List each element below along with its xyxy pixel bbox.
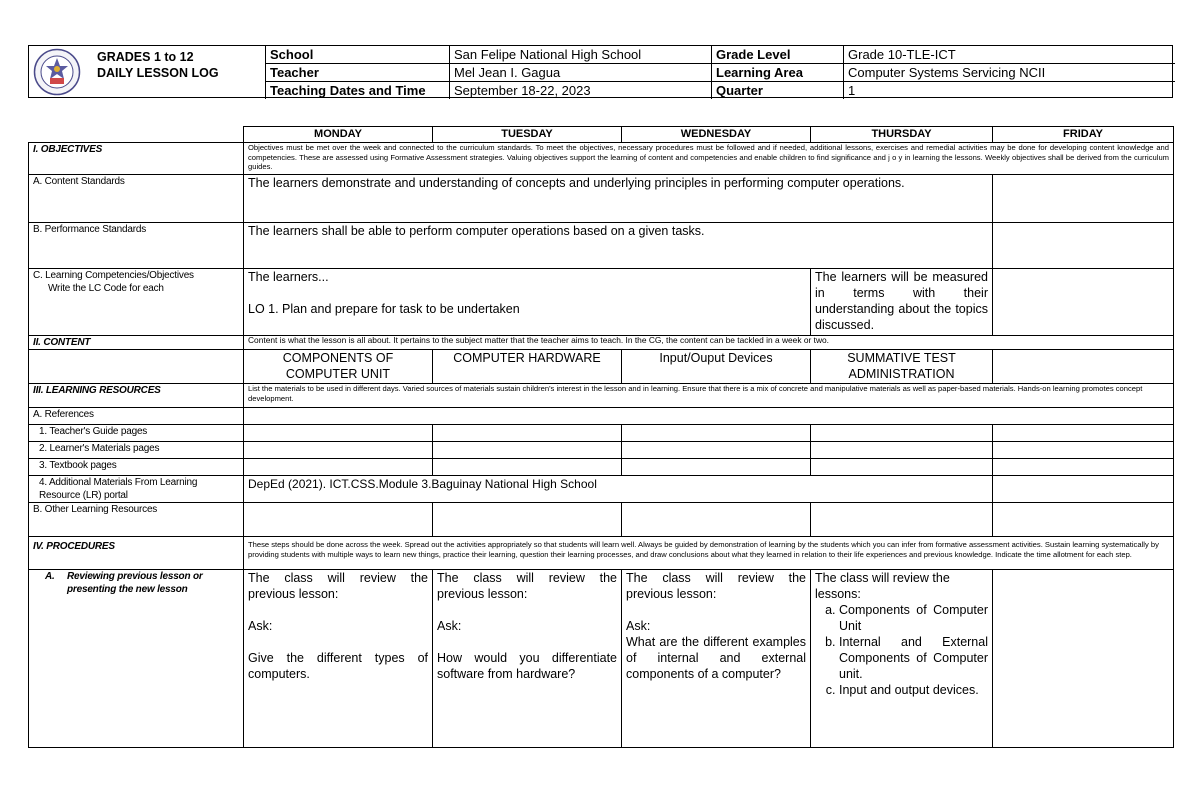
content-row xyxy=(29,336,1174,350)
competencies-label-sub: Write the LC Code for each xyxy=(48,283,164,294)
competencies-friday xyxy=(993,269,1174,336)
content-standards-row xyxy=(29,175,1174,223)
performance-standards-friday xyxy=(993,223,1174,269)
deped-seal-icon xyxy=(33,48,81,96)
competencies-line2: LO 1. Plan and prepare for task to be undertaken xyxy=(248,302,520,316)
review-monday-ask: Ask: xyxy=(248,619,273,633)
teaching-dates-label: Teaching Dates and Time xyxy=(266,82,450,100)
tg-wednesday xyxy=(622,425,811,442)
lr-portal-label: 4. Additional Materials From Learning Resource (LR) portal xyxy=(29,476,244,503)
teacher-value: Mel Jean I. Gagua xyxy=(450,64,712,82)
resources-row xyxy=(29,384,1174,408)
lr-portal-row xyxy=(29,476,1174,503)
or-thursday xyxy=(811,503,993,537)
performance-standards-label: B. Performance Standards xyxy=(29,223,244,269)
topic-monday: COMPONENTS OF COMPUTER UNIT xyxy=(244,350,433,384)
lr-portal-text: DepEd (2021). ICT.CSS.Module 3.Baguinay National High School xyxy=(244,476,993,503)
lm-friday xyxy=(993,442,1174,459)
objectives-note: Objectives must be met over the week and connected to the curriculum standards. To meet the objectives, necessary procedures must be followed and if needed, additional lessons, exercises and remedial activities may be done for developing content knowledge and competencies. These are assessed using Formative Assessment strategies. Valuing objectives support the learning of content and competencies and enable children to find significance and j o y in learning the lessons. Weekly objectives shall be derived from the curriculum guides. xyxy=(244,143,1174,175)
teachers-guide-row xyxy=(29,425,1174,442)
references-cell xyxy=(244,408,1174,425)
day-thursday: THURSDAY xyxy=(811,127,993,143)
tg-friday xyxy=(993,425,1174,442)
learners-materials-label: 2. Learner's Materials pages xyxy=(29,442,244,459)
content-standards-friday xyxy=(993,175,1174,223)
review-thursday-intro: The class will review the lessons: xyxy=(815,571,950,601)
blank-corner xyxy=(29,127,244,143)
competencies-thursday: The learners will be measured in terms with their understanding about the topics discussed. xyxy=(811,269,993,336)
review-monday-intro: The class will review the previous lesson: xyxy=(248,571,428,601)
references-row xyxy=(29,408,1174,425)
learning-area-label: Learning Area xyxy=(712,64,844,82)
review-lesson-text: Reviewing previous lesson or presenting the new lesson xyxy=(67,571,203,595)
list-item: b. Internal and External Components of Computer unit. xyxy=(839,634,988,682)
performance-standards-row xyxy=(29,223,1174,269)
review-wednesday xyxy=(622,570,811,748)
objectives-row xyxy=(29,143,1174,175)
review-tuesday xyxy=(433,570,622,748)
review-lesson-letter: A. xyxy=(45,571,55,582)
review-monday xyxy=(244,570,433,748)
competencies-row xyxy=(29,269,1174,336)
lm-tuesday xyxy=(433,442,622,459)
lr-friday xyxy=(993,476,1174,503)
content-topics-blank xyxy=(29,350,244,384)
topic-wednesday: Input/Ouput Devices xyxy=(622,350,811,384)
performance-standards-text: The learners shall be able to perform computer operations based on a given tasks. xyxy=(244,223,993,269)
resources-label: III. LEARNING RESOURCES xyxy=(29,384,244,408)
competencies-text xyxy=(244,269,811,336)
grade-level-label: Grade Level xyxy=(712,46,844,64)
textbook-label: 3. Textbook pages xyxy=(29,459,244,476)
content-standards-text: The learners demonstrate and understanding of concepts and underlying principles in performing computer operations. xyxy=(244,175,993,223)
review-lesson-label xyxy=(29,570,244,748)
procedures-label: IV. PROCEDURES xyxy=(29,537,244,570)
references-label: A. References xyxy=(29,408,244,425)
quarter-value: 1 xyxy=(844,82,1175,100)
tg-tuesday xyxy=(433,425,622,442)
day-monday: MONDAY xyxy=(244,127,433,143)
review-tuesday-ask: Ask: xyxy=(437,619,462,633)
lesson-log-table xyxy=(28,126,1174,748)
header-info-grid xyxy=(265,46,1175,99)
procedures-row xyxy=(29,537,1174,570)
or-tuesday xyxy=(433,503,622,537)
tb-thursday xyxy=(811,459,993,476)
topic-thursday: SUMMATIVE TEST ADMINISTRATION xyxy=(811,350,993,384)
quarter-label: Quarter xyxy=(712,82,844,100)
content-label: II. CONTENT xyxy=(29,336,244,350)
tg-monday xyxy=(244,425,433,442)
topic-friday xyxy=(993,350,1174,384)
tb-wednesday xyxy=(622,459,811,476)
competencies-label xyxy=(29,269,244,336)
tb-tuesday xyxy=(433,459,622,476)
log-title xyxy=(97,49,219,81)
list-item: a. Components of Computer Unit xyxy=(839,602,988,634)
review-wednesday-intro: The class will review the previous lesson: xyxy=(626,571,806,601)
other-resources-row xyxy=(29,503,1174,537)
tg-thursday xyxy=(811,425,993,442)
review-tuesday-question: How would you differentiate software from hardware? xyxy=(437,651,617,681)
procedures-note: These steps should be done across the week. Spread out the activities appropriately so that students will learn well. Always be guided by demonstration of learning by the students which you can infer from formative assessment activities. Sustain learning systematically by providing students with multiple ways to learn new things, practice their learning, question their learning processes, and draw conclusions about what they learned in relation to their life experiences and previous knowledge. Indicate the time allotment for each step. xyxy=(244,537,1174,570)
tb-friday xyxy=(993,459,1174,476)
resources-note: List the materials to be used in different days. Varied sources of materials sustain children's interest in the lesson and in learning. Ensure that there is a mix of concrete and manipulative materials as well as paper-based materials. Hands-on learning promotes concept development. xyxy=(244,384,1174,408)
teachers-guide-label: 1. Teacher's Guide pages xyxy=(29,425,244,442)
learners-materials-row xyxy=(29,442,1174,459)
review-lesson-row xyxy=(29,570,1174,748)
school-label: School xyxy=(266,46,450,64)
or-monday xyxy=(244,503,433,537)
learning-area-value: Computer Systems Servicing NCII xyxy=(844,64,1175,82)
grade-level-value: Grade 10-TLE-ICT xyxy=(844,46,1175,64)
day-header-row xyxy=(29,127,1174,143)
or-friday xyxy=(993,503,1174,537)
log-title-line1: GRADES 1 to 12 xyxy=(97,50,194,64)
lm-monday xyxy=(244,442,433,459)
content-topics-row xyxy=(29,350,1174,384)
review-monday-question: Give the different types of computers. xyxy=(248,651,428,681)
competencies-label-main: C. Learning Competencies/Objectives xyxy=(33,270,194,281)
content-note: Content is what the lesson is all about. It pertains to the subject matter that the teacher aims to teach. In the CG, the content can be tackled in a week or two. xyxy=(244,336,1174,350)
day-wednesday: WEDNESDAY xyxy=(622,127,811,143)
log-title-line2: DAILY LESSON LOG xyxy=(97,66,219,80)
day-friday: FRIDAY xyxy=(993,127,1174,143)
or-wednesday xyxy=(622,503,811,537)
objectives-label: I. OBJECTIVES xyxy=(29,143,244,175)
competencies-line1: The learners... xyxy=(248,270,329,284)
lm-wednesday xyxy=(622,442,811,459)
topic-tuesday: COMPUTER HARDWARE xyxy=(433,350,622,384)
lm-thursday xyxy=(811,442,993,459)
tb-monday xyxy=(244,459,433,476)
content-standards-label: A. Content Standards xyxy=(29,175,244,223)
school-value: San Felipe National High School xyxy=(450,46,712,64)
review-wednesday-question: What are the different examples of internal and external components of a computer? xyxy=(626,635,806,681)
review-friday xyxy=(993,570,1174,748)
review-wednesday-ask: Ask: xyxy=(626,619,651,633)
list-item: c. Input and output devices. xyxy=(839,682,988,698)
review-thursday xyxy=(811,570,993,748)
lesson-log-header xyxy=(28,45,1173,98)
teaching-dates-value: September 18-22, 2023 xyxy=(450,82,712,100)
teacher-label: Teacher xyxy=(266,64,450,82)
review-tuesday-intro: The class will review the previous lesson: xyxy=(437,571,617,601)
other-resources-label: B. Other Learning Resources xyxy=(29,503,244,537)
textbook-row xyxy=(29,459,1174,476)
day-tuesday: TUESDAY xyxy=(433,127,622,143)
review-thursday-list xyxy=(815,602,988,698)
